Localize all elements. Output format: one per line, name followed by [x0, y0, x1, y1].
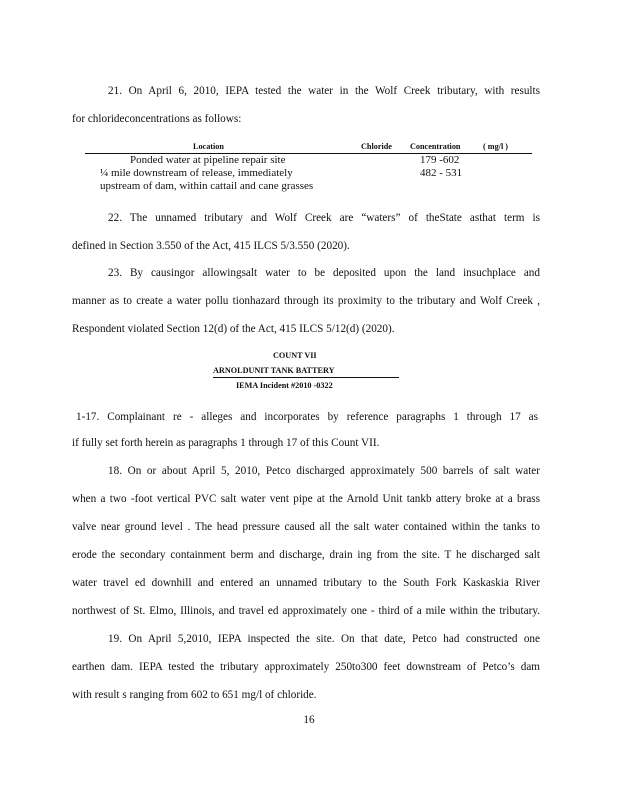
paragraph-1-17-line-2: if fully set forth herein as paragraphs 1 through 17 of this Count VII. — [72, 437, 380, 449]
paragraph-19-line-2: earthen dam. IEPA tested the tributary approximately 250to300 feet downstream of Petco’s dam — [72, 661, 540, 673]
count-heading-incident: IEMA Incident #2010 -0322 — [236, 381, 333, 390]
table-row-3-location: upstream of dam, within cattail and cane grasses — [100, 180, 314, 192]
paragraph-18-line-1: 18. On or about April 5, 2010, Petco discharged approximately 500 barrels of salt water — [108, 465, 540, 477]
count-heading-subtitle: ARNOLDUNIT TANK BATTERY — [213, 366, 335, 375]
count-heading-rule — [213, 377, 399, 378]
header-chloride: Chloride — [361, 142, 392, 151]
table-row-2-concentration: 482 - 531 — [420, 167, 463, 179]
paragraph-18-line-2: when a two -foot vertical PVC salt water vent pipe at the Arnold Unit tankb attery broke at a brass — [72, 493, 540, 505]
paragraph-22-line-2: defined in Section 3.550 of the Act, 415 ILCS 5/3.550 (2020). — [72, 240, 350, 252]
paragraph-18-line-5: water travel ed downhill and entered an unnamed tributary to the South Fork Kaskaskia River — [72, 577, 540, 589]
table-row-1-concentration: 179 -602 — [420, 154, 460, 166]
paragraph-19-line-1: 19. On April 5,2010, IEPA inspected the site. On that date, Petco had constructed one — [108, 633, 540, 645]
paragraph-19-line-3: with result s ranging from 602 to 651 mg/l of chloride. — [72, 689, 317, 701]
header-concentration: Concentration — [410, 142, 461, 151]
chloride-table-header — [85, 142, 532, 154]
table-row-1-location: Ponded water at pipeline repair site — [130, 154, 286, 166]
paragraph-23-line-1: 23. By causingor allowingsalt water to be deposited upon the land insuchplace and — [108, 267, 540, 279]
paragraph-23-line-3: Respondent violated Section 12(d) of the Act, 415 ILCS 5/12(d) (2020). — [72, 323, 395, 335]
paragraph-18-line-3: valve near ground level . The head pressure caused all the salt water contained within the tanks to — [72, 521, 540, 533]
paragraph-23-line-2: manner as to create a water pollu tionhazard through its proximity to the tributary and Wolf Creek , — [72, 295, 540, 307]
paragraph-18-line-6: northwest of St. Elmo, Illinois, and travel ed approximately one - third of a mile within the tributary. — [72, 605, 540, 617]
count-heading-title: COUNT VII — [273, 351, 317, 360]
paragraph-1-17-line-1: 1-17. Complainant re - alleges and incorporates by reference paragraphs 1 through 17 as — [76, 411, 538, 423]
header-location: Location — [193, 142, 224, 151]
paragraph-18-line-4: erode the secondary containment berm and discharge, drain ing from the site. T he discharged salt — [72, 549, 540, 561]
paragraph-21-line-2: for chlorideconcentrations as follows: — [72, 113, 242, 125]
table-row-2-location: ¼ mile downstream of release, immediately — [100, 167, 293, 179]
paragraph-22-line-1: 22. The unnamed tributary and Wolf Creek are “waters” of theState asthat term is — [108, 212, 540, 224]
page-number: 16 — [303, 714, 315, 726]
header-unit: ( mg/l ) — [483, 142, 509, 151]
paragraph-21-line-1: 21. On April 6, 2010, IEPA tested the water in the Wolf Creek tributary, with results — [108, 85, 540, 97]
